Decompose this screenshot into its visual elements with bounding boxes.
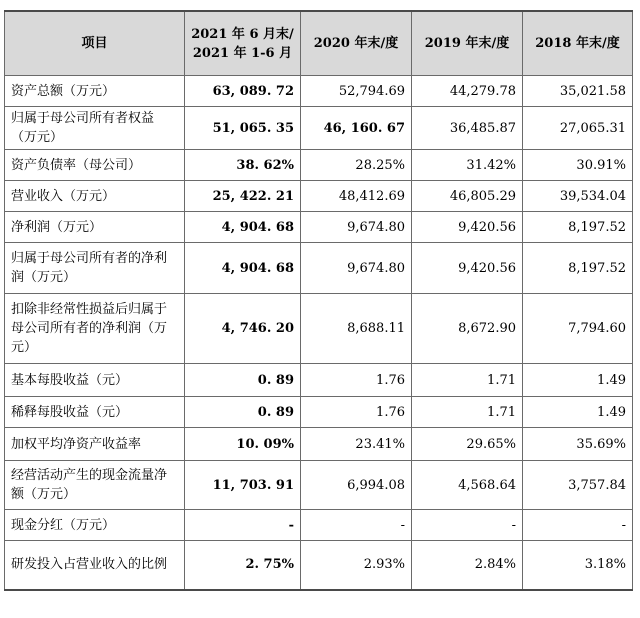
value-2019: 36,485.87 xyxy=(412,107,523,150)
value-2021-h1: 10. 09% xyxy=(185,428,301,461)
value-2021-h1: 25, 422. 21 xyxy=(185,181,301,212)
value-2018: 27,065.31 xyxy=(523,107,633,150)
value-2018: 30.91% xyxy=(523,150,633,181)
value-2019: 9,420.56 xyxy=(412,212,523,243)
value-2021-h1: - xyxy=(185,510,301,541)
row-label: 研发投入占营业收入的比例 xyxy=(5,541,185,590)
header-row xyxy=(5,11,633,76)
header-2021-line2: 2021 年 1-6 月 xyxy=(192,45,293,61)
value-2021-h1: 38. 62% xyxy=(185,150,301,181)
header-2020: 2020 年末/度 xyxy=(301,11,412,76)
value-2020: 6,994.08 xyxy=(301,461,412,510)
financial-indicators-table xyxy=(4,10,633,591)
value-2018: 35.69% xyxy=(523,428,633,461)
financial-table-container xyxy=(4,10,632,591)
value-2019: 1.71 xyxy=(412,364,523,397)
value-2021-h1: 4, 904. 68 xyxy=(185,212,301,243)
value-2018: 39,534.04 xyxy=(523,181,633,212)
value-2020: 28.25% xyxy=(301,150,412,181)
value-2019: 46,805.29 xyxy=(412,181,523,212)
row-label: 扣除非经常性损益后归属于母公司所有者的净利润（万元） xyxy=(5,294,185,364)
value-2018: 1.49 xyxy=(523,364,633,397)
value-2018: 1.49 xyxy=(523,397,633,428)
row-label: 加权平均净资产收益率 xyxy=(5,428,185,461)
table-row xyxy=(5,461,633,510)
table-row xyxy=(5,541,633,590)
value-2019: 9,420.56 xyxy=(412,243,523,294)
value-2020: 9,674.80 xyxy=(301,243,412,294)
table-row xyxy=(5,76,633,107)
value-2020: 1.76 xyxy=(301,397,412,428)
table-header xyxy=(5,11,633,76)
header-2021-h1 xyxy=(185,11,301,76)
value-2021-h1: 2. 75% xyxy=(185,541,301,590)
value-2019: 2.84% xyxy=(412,541,523,590)
table-row xyxy=(5,243,633,294)
table-body xyxy=(5,76,633,590)
row-label: 归属于母公司所有者的净利润（万元） xyxy=(5,243,185,294)
value-2019: - xyxy=(412,510,523,541)
value-2020: 52,794.69 xyxy=(301,76,412,107)
table-row xyxy=(5,181,633,212)
row-label: 稀释每股收益（元） xyxy=(5,397,185,428)
value-2019: 1.71 xyxy=(412,397,523,428)
table-row xyxy=(5,294,633,364)
table-row xyxy=(5,428,633,461)
value-2020: 9,674.80 xyxy=(301,212,412,243)
value-2020: 23.41% xyxy=(301,428,412,461)
table-row xyxy=(5,397,633,428)
value-2021-h1: 11, 703. 91 xyxy=(185,461,301,510)
value-2020: 8,688.11 xyxy=(301,294,412,364)
value-2020: 1.76 xyxy=(301,364,412,397)
value-2020: 48,412.69 xyxy=(301,181,412,212)
value-2018: - xyxy=(523,510,633,541)
value-2021-h1: 4, 904. 68 xyxy=(185,243,301,294)
row-label: 经营活动产生的现金流量净额（万元） xyxy=(5,461,185,510)
value-2019: 29.65% xyxy=(412,428,523,461)
row-label: 资产总额（万元） xyxy=(5,76,185,107)
value-2018: 35,021.58 xyxy=(523,76,633,107)
value-2019: 31.42% xyxy=(412,150,523,181)
value-2018: 3.18% xyxy=(523,541,633,590)
table-row xyxy=(5,107,633,150)
table-row xyxy=(5,150,633,181)
value-2021-h1: 4, 746. 20 xyxy=(185,294,301,364)
value-2019: 8,672.90 xyxy=(412,294,523,364)
value-2020: 2.93% xyxy=(301,541,412,590)
value-2019: 4,568.64 xyxy=(412,461,523,510)
value-2020: - xyxy=(301,510,412,541)
table-row xyxy=(5,212,633,243)
header-2021-line1: 2021 年 6 月末/ xyxy=(191,26,294,42)
header-2019: 2019 年末/度 xyxy=(412,11,523,76)
value-2018: 3,757.84 xyxy=(523,461,633,510)
row-label: 营业收入（万元） xyxy=(5,181,185,212)
table-row xyxy=(5,364,633,397)
row-label: 现金分红（万元） xyxy=(5,510,185,541)
row-label: 净利润（万元） xyxy=(5,212,185,243)
header-item: 项目 xyxy=(5,11,185,76)
value-2018: 8,197.52 xyxy=(523,243,633,294)
value-2021-h1: 51, 065. 35 xyxy=(185,107,301,150)
row-label: 基本每股收益（元） xyxy=(5,364,185,397)
row-label: 资产负债率（母公司） xyxy=(5,150,185,181)
value-2021-h1: 0. 89 xyxy=(185,397,301,428)
value-2018: 8,197.52 xyxy=(523,212,633,243)
value-2019: 44,279.78 xyxy=(412,76,523,107)
header-2018: 2018 年末/度 xyxy=(523,11,633,76)
value-2018: 7,794.60 xyxy=(523,294,633,364)
value-2021-h1: 63, 089. 72 xyxy=(185,76,301,107)
table-row xyxy=(5,510,633,541)
row-label: 归属于母公司所有者权益（万元） xyxy=(5,107,185,150)
value-2021-h1: 0. 89 xyxy=(185,364,301,397)
value-2020: 46, 160. 67 xyxy=(301,107,412,150)
